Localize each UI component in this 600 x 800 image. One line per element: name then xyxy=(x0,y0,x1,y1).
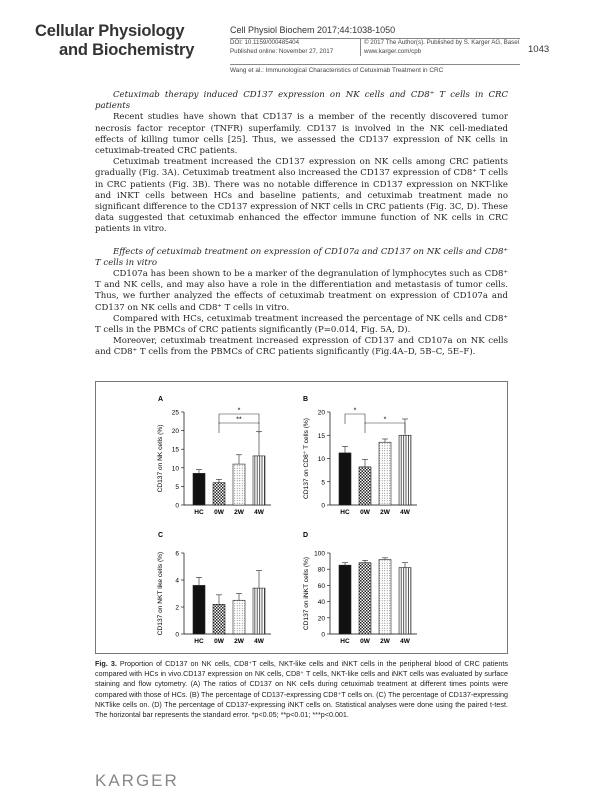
y-tick-label: 20 xyxy=(317,615,325,623)
y-tick-label: 5 xyxy=(175,483,179,491)
bar-2w xyxy=(379,442,391,505)
bar-2w xyxy=(379,559,391,634)
bar-0w xyxy=(359,563,371,634)
y-tick-label: 10 xyxy=(171,465,179,473)
doi: DOI: 10.1159/000485404 xyxy=(230,39,361,48)
significance-bracket xyxy=(365,423,405,433)
x-tick-label: HC xyxy=(194,509,204,516)
chart-panel-a xyxy=(157,396,271,516)
paragraph: Recent studies have shown that CD137 is a member of the recently discovered tumor necrosis factor receptor (TNFR) superfamily. CD137 is involved in the NK cell-mediated effects of killing tumor cells [25]. Thus, we assessed the CD137 expression of NK cells in cetuximab-treated CRC patients. xyxy=(95,112,508,157)
x-tick-label: 4W xyxy=(254,638,264,645)
y-tick-label: 40 xyxy=(317,599,325,607)
panel-label: D xyxy=(303,532,309,539)
bar-hc xyxy=(193,585,205,634)
bar-0w xyxy=(359,467,371,505)
y-tick-label: 80 xyxy=(317,566,325,574)
y-tick-label: 20 xyxy=(317,409,325,417)
bar-0w xyxy=(213,604,225,634)
y-tick-label: 15 xyxy=(317,432,325,440)
y-tick-label: 10 xyxy=(317,456,325,463)
y-axis-label: CD137 on iNKT cells (%) xyxy=(303,556,310,631)
y-axis-label: CD137 on CD8⁺ T cells (%) xyxy=(303,418,310,499)
x-tick-label: 0W xyxy=(214,638,224,645)
bar-2w xyxy=(233,464,245,505)
bar-hc xyxy=(339,453,351,505)
significance-label: * xyxy=(383,416,387,424)
journal-name-line2: and Biochemistry xyxy=(59,41,195,59)
y-tick-label: 100 xyxy=(314,550,325,558)
x-tick-label: 4W xyxy=(400,638,410,645)
caption-text: Proportion of CD137 on NK cells, CD8⁺T cells, NKT-like cells and iNKT cells in the peripheral blood of CRC patients compared with HCs in vivo.CD137 expression on NK cells, CD8⁺ T cells, NKT-like cells and iNKT cells was evaluated by surface staining and flow cytometry. (A) The ratios of CD137 on NK cells during cetuximab treatment at different times points were compared with those of HCs. (B) The percentage of CD137-expressing CD8⁺T cells on. (C) The percentage of CD137-expressing NKTlike cells on. (D) The percentage of CD137-expressing iNKT cells on. Statistical analyses were done using the paired t-test. The horizontal bar represents the standard error. *p<0.05; **p<0.01; ***p<0.001. xyxy=(95,659,508,720)
paragraph: Compared with HCs, cetuximab treatment increased the percentage of NK cells and CD8⁺ T cells in the PBMCs of CRC patients significantly (P=0.014, Fig. 5A, D). xyxy=(95,313,508,336)
body-text xyxy=(95,90,508,359)
significance-bracket xyxy=(345,414,365,424)
chart-panel-d xyxy=(303,532,417,645)
section-heading: Cetuximab therapy induced CD137 expression on NK cells and CD8⁺ T cells in CRC patients xyxy=(95,90,508,112)
x-tick-label: 4W xyxy=(400,509,410,516)
figure-caption xyxy=(95,659,508,720)
bar-4w xyxy=(253,588,265,634)
y-tick-label: 6 xyxy=(175,550,179,558)
chart-panel-c xyxy=(157,532,271,645)
x-tick-label: 0W xyxy=(360,638,370,645)
x-tick-label: 2W xyxy=(234,509,244,516)
x-tick-label: 0W xyxy=(360,509,370,516)
y-tick-label: 15 xyxy=(171,446,179,454)
y-tick-label: 5 xyxy=(321,479,325,487)
x-tick-label: HC xyxy=(194,638,204,645)
panel-label: A xyxy=(158,396,164,403)
y-tick-label: 60 xyxy=(317,582,325,590)
journal-url[interactable]: www.karger.com/cpb xyxy=(364,47,422,55)
significance-label: * xyxy=(353,407,357,415)
y-tick-label: 25 xyxy=(171,409,179,417)
running-head: Wang et al.: Immunological Characteristics of Cetuximab Treatment in CRC xyxy=(230,64,520,74)
bar-hc xyxy=(193,473,205,505)
section-heading: Effects of cetuximab treatment on expression of CD107a and CD137 on NK cells and CD8⁺ T cells in vitro xyxy=(95,246,508,268)
significance-label: ** xyxy=(236,416,242,424)
published-date: Published online: November 27, 2017 xyxy=(230,48,361,57)
x-tick-label: HC xyxy=(340,509,350,516)
publication-meta xyxy=(230,38,520,56)
x-tick-label: 2W xyxy=(380,509,390,516)
paragraph: Cetuximab treatment increased the CD137 expression on NK cells among CRC patients gradually (Fig. 3A). Cetuximab treatment also increased the CD137 expression of CD8⁺ T cells in CRC patients (Fig. 3B). There was no notable difference in CD137 expression on NKT-like and iNKT cells between HCs and baseline patients, and cetuximab treatment made no significant difference to the CD137 expression of NKT cells in CRC patients (Fig. 3C, D). These data suggested that cetuximab enhanced the effector immune function of NK cells in CRC patients in vitro. xyxy=(95,157,508,235)
copyright: © 2017 The Author(s). Published by S. Karger AG, Basel xyxy=(364,39,520,46)
y-tick-label: 4 xyxy=(175,577,179,585)
x-tick-label: 0W xyxy=(214,509,224,516)
significance-bracket xyxy=(219,423,259,433)
y-axis-label: CD137 on NK cells (%) xyxy=(157,424,164,493)
panel-label: C xyxy=(158,532,164,539)
x-tick-label: HC xyxy=(340,638,350,645)
y-tick-label: 0 xyxy=(175,502,179,510)
y-axis-label: CD137 on NKT like cells (%) xyxy=(157,551,164,636)
publisher-logo: KARGER xyxy=(95,771,179,790)
y-tick-label: 0 xyxy=(321,502,325,510)
x-tick-label: 2W xyxy=(234,638,244,645)
bar-4w xyxy=(399,568,411,634)
bar-0w xyxy=(213,483,225,505)
bar-2w xyxy=(233,600,245,634)
page-header xyxy=(0,0,600,72)
chart-panel-b xyxy=(303,396,417,516)
paragraph: Moreover, cetuximab treatment increased expression of CD137 and CD107a on NK cells and CD8⁺ T cells from the PBMCs of CRC patients significantly (Fig.4A–D, 5B–C, 5E–F). xyxy=(95,336,508,358)
journal-logo xyxy=(35,22,194,60)
citation: Cell Physiol Biochem 2017;44:1038-1050 xyxy=(230,25,396,35)
y-tick-label: 0 xyxy=(321,631,325,639)
paragraph: CD107a has been shown to be a marker of the degranulation of lymphocytes such as CD8⁺ T and NK cells, and may also have a role in the differentiation and metastasis of tumor cells. Thus, we further analyzed the effects of cetuximab treatment on expression of CD107a and CD137 on NK cells and CD8⁺ T cells in vitro. xyxy=(95,269,508,313)
y-tick-label: 0 xyxy=(175,631,179,639)
significance-label: * xyxy=(237,407,241,415)
x-tick-label: 4W xyxy=(254,509,264,516)
bar-4w xyxy=(399,435,411,505)
figure-3 xyxy=(95,381,508,654)
page-number: 1043 xyxy=(528,44,550,55)
y-tick-label: 20 xyxy=(171,428,179,436)
panel-label: B xyxy=(303,396,309,403)
x-tick-label: 2W xyxy=(380,638,390,645)
y-tick-label: 2 xyxy=(175,604,179,612)
journal-name-line1: Cellular Physiology xyxy=(35,22,185,40)
figure-3-charts xyxy=(96,382,507,653)
caption-label: Fig. 3. xyxy=(95,659,117,668)
bar-4w xyxy=(253,456,265,505)
bar-hc xyxy=(339,565,351,634)
